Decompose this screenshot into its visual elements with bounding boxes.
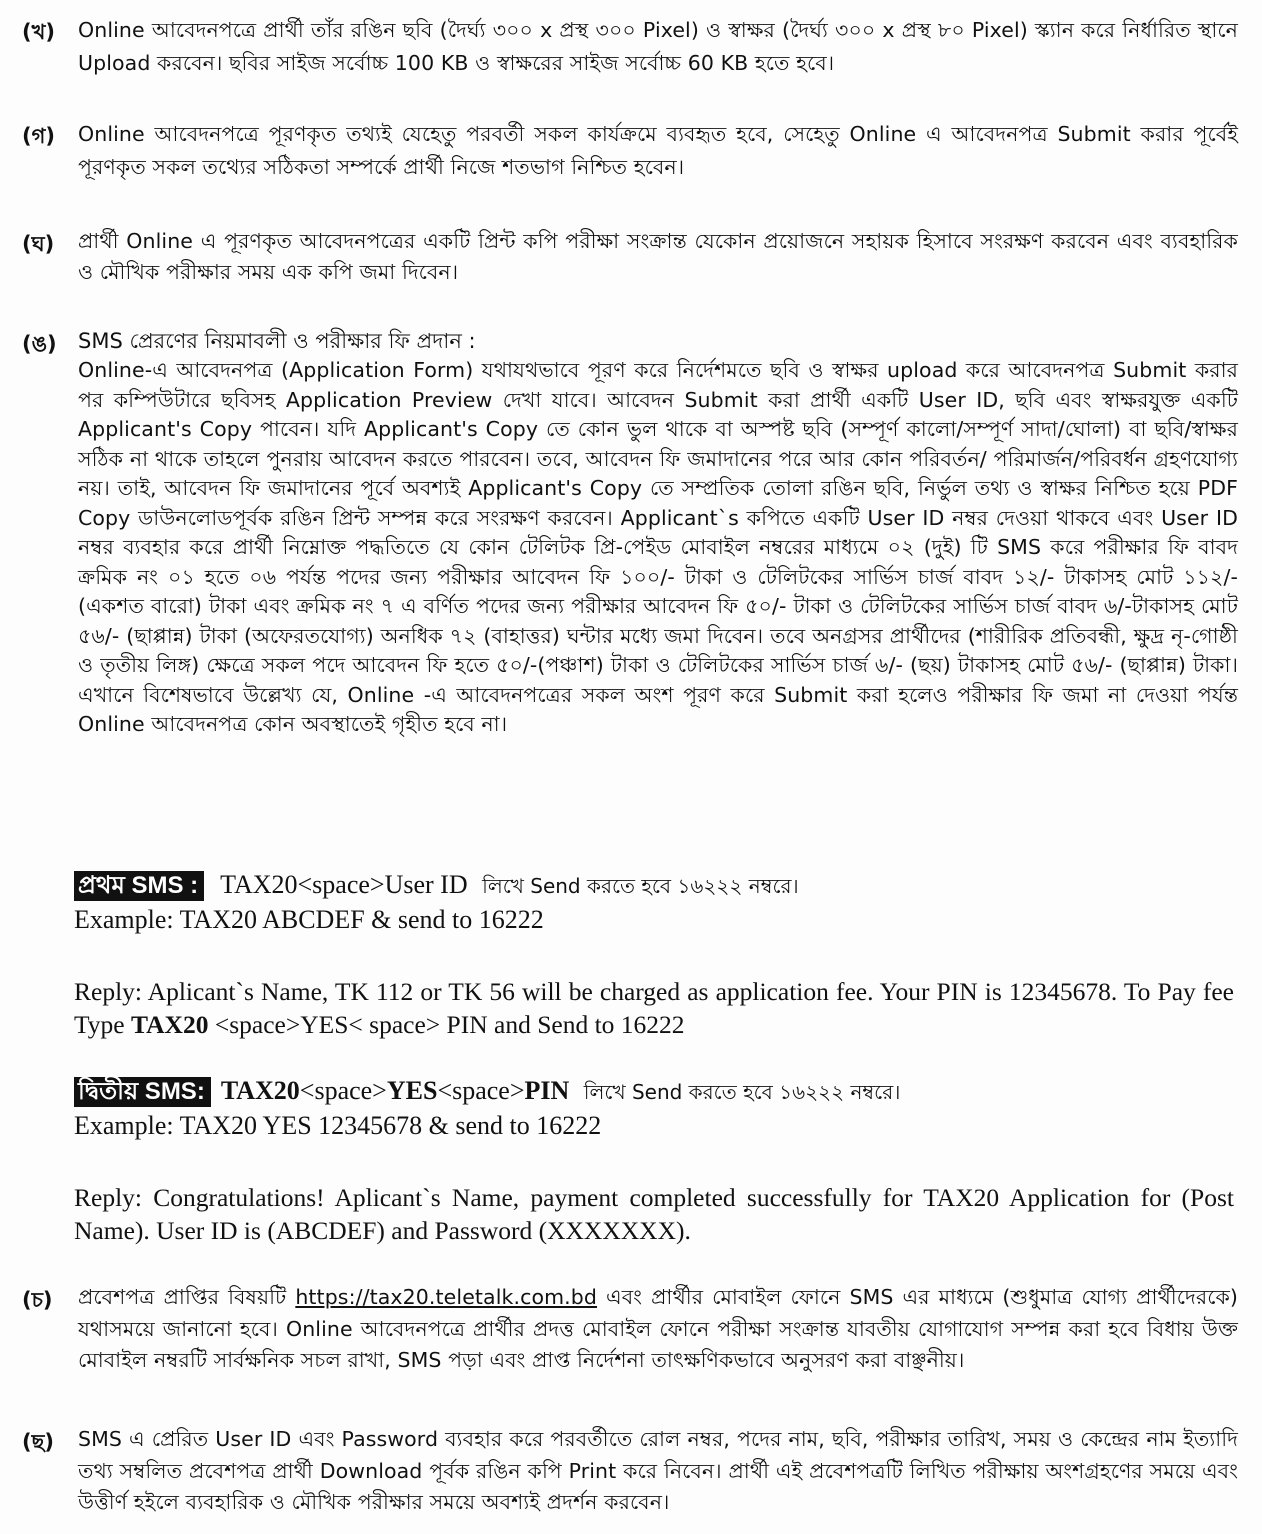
sms-first-block: [74, 868, 1234, 1041]
sms-second-cmd-part: <space>: [299, 1076, 387, 1105]
sms-second-cmd-part: PIN: [524, 1076, 570, 1105]
sms-second-example: [74, 1109, 1234, 1143]
clause-heading: SMS প্রেরণের নিয়মাবলী ও পরীক্ষার ফি প্রদান :: [78, 329, 476, 353]
sms-first-instruction: লিখে Send করতে হবে ১৬২২২ নম্বরে।: [482, 874, 799, 898]
clause-text-prefix: প্রবেশপত্র প্রাপ্তির বিষয়টি: [78, 1285, 296, 1309]
sms-second-example-value: TAX20 YES 12345678 & send to 16222: [179, 1111, 602, 1140]
clause-marker: (ঙ): [22, 332, 57, 356]
clause-text: প্রার্থী Online এ পূরণকৃত আবেদনপত্রের একটি প্রিন্ট কপি পরীক্ষা সংক্রান্ত যেকোন প্রয়োজনে সহায়ক হিসাবে সংরক্ষণ করবেন এবং ব্যবহারিক ও মৌখিক পরীক্ষার সময় এক কপি জমা দিবেন।: [78, 229, 1238, 284]
sms-second-cmd-part: TAX20: [220, 1076, 300, 1105]
sms-first-command: TAX20<space>User ID: [220, 870, 468, 899]
clause-text: [78, 1282, 1238, 1377]
sms-second-block: [74, 1074, 1234, 1247]
sms-second-tag: দ্বিতীয় SMS:: [74, 1077, 211, 1107]
sms-second-cmd-part: YES: [386, 1076, 438, 1105]
clause-chha: [22, 1424, 1238, 1519]
sms-second-reply: Reply: Congratulations! Aplicant`s Name, payment completed successfully for TAX20 Application for (Post Name). User ID is (ABCDEF) and Password (XXXXXXX).: [74, 1183, 1234, 1245]
sms-first-reply-keyword: TAX20: [131, 1010, 209, 1039]
clause-text: Online আবেদনপত্রে পূরণকৃত তথ্যই যেহেতু পরবর্তী সকল কার্যক্রমে ব্যবহৃত হবে, সেহেতু Online এ আবেদনপত্র Submit করার পূর্বেই পূরণকৃত সকল তথ্যের সঠিকতা সম্পর্কে প্রার্থী নিজে শতভাগ নিশ্চিত হবেন।: [78, 122, 1238, 179]
sms-first-command-line: [74, 868, 1234, 903]
clause-marker: (ছ): [22, 1430, 54, 1454]
clause-text: SMS এ প্রেরিত User ID এবং Password ব্যবহার করে পরবর্তীতে রোল নম্বর, পদের নাম, ছবি, পরীক্ষার তারিখ, সময় ও কেন্দ্রের নাম ইত্যাদি তথ্য সম্বলিত প্রবেশপত্র প্রার্থী Download পূর্বক রঙিন কপি Print করে নিবেন। প্রার্থী এই প্রবেশপত্রটি লিখিত পরীক্ষায় অংশগ্রহণের সময়ে এবং উত্তীর্ণ হইলে ব্যবহারিক ও মৌখিক পরীক্ষার সময়ে অবশ্যই প্রদর্শন করবেন।: [78, 1427, 1238, 1514]
sms-first-reply-tail: <space>YES< space> PIN and Send to 16222: [208, 1010, 685, 1039]
sms-first-reply-text: Reply: Aplicant`s Name, TK 112 or TK 56 will be charged as application fee. Your PIN is 12345678. To Pay fee Type: [74, 977, 1234, 1039]
clause-text: Online-এ আবেদনপত্র (Application Form) যথাযথভাবে পূরণ করে নির্দেশমতে ছবি ও স্বাক্ষর upload করে আবেদনপত্র Submit করার পর কম্পিউটারে ছবিসহ Application Preview দেখা যাবে। আবেদন Submit করা প্রার্থী একটি User ID, ছবি এবং স্বাক্ষরযুক্ত একটি Applicant's Copy পাবেন। যদি Applicant's Copy তে কোন ভুল থাকে বা অস্পষ্ট ছবি (সম্পূর্ণ কালো/সম্পূর্ণ সাদা/ঘোলা) বা ছবি/স্বাক্ষর সঠিক না থাকে তাহলে পুনরায় আবেদন করতে পারবেন। তবে, আবেদন ফি জমাদানের পরে আর কোন পরিবর্তন/ পরিমার্জন/পরিবর্ধন গ্রহণযোগ্য নয়। তাই, আবেদন ফি জমাদানের পূর্বে অবশ্যই Applicant's Copy তে সম্প্রতিক তোলা রঙিন ছবি, নির্ভুল তথ্য ও স্বাক্ষর নিশ্চিত হয়ে PDF Copy ডাউনলোডপূর্বক রঙিন প্রিন্ট সম্পন্ন করে সংরক্ষণ করবেন। Applicant`s কপিতে একটি User ID নম্বর দেওয়া থাকবে এবং User ID নম্বর ব্যবহার করে প্রার্থী নিম্নোক্ত পদ্ধতিতে যে কোন টেলিটক প্রি-পেইড মোবাইল নম্বরের মাধ্যমে ০২ (দুই) টি SMS করে পরীক্ষার ফি বাবদ ক্রমিক নং ০১ হতে ০৬ পর্যন্ত পদের জন্য পরীক্ষার আবেদন ফি ১০০/- টাকা ও টেলিটকের সার্ভিস চার্জ বাবদ ১২/- টাকাসহ মোট ১১২/- (একশত বারো) টাকা এবং ক্রমিক নং ৭ এ বর্ণিত পদের জন্য পরীক্ষার আবেদন ফি ৫০/- টাকা ও টেলিটকের সার্ভিস চার্জ বাবদ ৬/-টাকাসহ মোট ৫৬/- (ছাপ্পান্ন) টাকা (অফেরতযোগ্য) অনধিক ৭২ (বাহাত্তর) ঘন্টার মধ্যে জমা দিবেন। তবে অনগ্রসর প্রার্থীদের (শারীরিক প্রতিবন্ধী, ক্ষুদ্র নৃ-গোষ্ঠী ও তৃতীয় লিঙ্গ) ক্ষেত্রে সকল পদে আবেদন ফি হতে ৫০/-(পঞ্চাশ) টাকা ও টেলিটকের সার্ভিস চার্জ ৬/- (ছয়) টাকাসহ মোট ৫৬/- (ছাপ্পান্ন) টাকা। এখানে বিশেষভাবে উল্লেখ্য যে, Online -এ আবেদনপত্রের সকল অংশ পূরণ করে Submit করা হলেও পরীক্ষার ফি জমা না দেওয়া পর্যন্ত Online আবেদনপত্র কোন অবস্থাতেই গৃহীত হবে না।: [78, 358, 1238, 736]
sms-second-cmd-part: <space>: [437, 1076, 525, 1105]
sms-first-example: Example: TAX20 ABCDEF & send to 16222: [74, 905, 544, 934]
sms-second-example-label: Example:: [74, 1111, 180, 1140]
sms-second-command-line: [74, 1074, 1234, 1109]
sms-second-instruction: লিখে Send করতে হবে ১৬২২২ নম্বরে।: [583, 1080, 901, 1104]
clause-marker: (চ): [22, 1288, 53, 1312]
sms-first-reply: [74, 975, 1234, 1041]
clause-text-suffix: এবং প্রার্থীর মোবাইল ফোনে SMS এর মাধ্যমে (শুধুমাত্র যোগ্য প্রার্থীদেরকে) যথাসময়ে জানানো হবে। Online আবেদনপত্রে প্রার্থীর প্রদত্ত মোবাইল ফোনে পরীক্ষা সংক্রান্ত যাবতীয় যোগাযোগ সম্পন্ন করা হবে বিধায় উক্ত মোবাইল নম্বরটি সার্বক্ষনিক সচল রাখা, SMS পড়া এবং প্রাপ্ত নির্দেশনা তাৎক্ষণিকভাবে অনুসরণ করা বাঞ্ছনীয়।: [78, 1285, 1239, 1372]
clause-gha: [22, 226, 1238, 288]
clause-kha: [22, 14, 1238, 79]
clause-marker: (খ): [22, 20, 55, 44]
teletalk-link[interactable]: https://tax20.teletalk.com.bd: [295, 1285, 598, 1309]
clause-umo: [22, 326, 1238, 740]
clause-cha: [22, 1282, 1238, 1377]
sms-first-tag: প্রথম SMS :: [74, 871, 204, 901]
clause-text: Online আবেদনপত্রে প্রার্থী তাঁর রঙিন ছবি (দৈর্ঘ্য ৩০০ x প্রস্থ ৩০০ Pixel) ও স্বাক্ষর (দৈর্ঘ্য ৩০০ x প্রস্থ ৮০ Pixel) স্ক্যান করে নির্ধারিত স্থানে Upload করবেন। ছবির সাইজ সর্বোচ্চ 100 KB ও স্বাক্ষরের সাইজ সর্বোচ্চ 60 KB হতে হবে।: [78, 18, 1238, 75]
clause-ga: [22, 118, 1238, 183]
clause-marker: (ঘ): [22, 232, 55, 256]
clause-marker: (গ): [22, 124, 55, 148]
